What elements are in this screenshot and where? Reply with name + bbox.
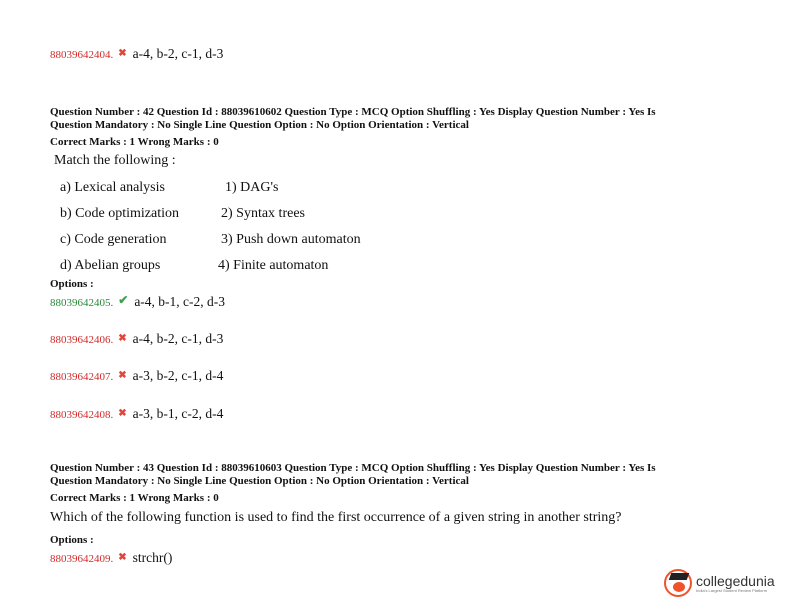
question-text: Which of the following function is used to find the first occurrence of a given string in another string? xyxy=(50,510,622,525)
cross-icon: ✖ xyxy=(118,370,127,381)
question-header xyxy=(50,462,656,488)
cross-icon: ✖ xyxy=(118,408,127,419)
option-row xyxy=(50,331,223,347)
options-label: Options : xyxy=(50,278,94,290)
option-id: 88039642406. xyxy=(50,334,114,346)
option-row xyxy=(50,406,223,422)
match-left-item: a) Lexical analysis xyxy=(60,180,165,195)
match-right-item: 2) Syntax trees xyxy=(221,206,305,221)
question-marks: Correct Marks : 1 Wrong Marks : 0 xyxy=(50,492,219,504)
option-id: 88039642408. xyxy=(50,409,114,421)
collegedunia-logo xyxy=(664,569,775,597)
option-text: a-3, b-2, c-1, d-4 xyxy=(132,368,224,383)
cross-icon: ✖ xyxy=(118,333,127,344)
question-intro: Match the following : xyxy=(54,153,176,168)
match-left-item: c) Code generation xyxy=(60,232,167,247)
options-label: Options : xyxy=(50,534,94,546)
option-row xyxy=(50,368,223,384)
question-header-line: Question Mandatory : No Single Line Question Option : No Option Orientation : Vertical xyxy=(50,119,469,131)
option-text: a-4, b-2, c-1, d-3 xyxy=(132,46,224,61)
question-header-line: Question Number : 43 Question Id : 88039610603 Question Type : MCQ Option Shuffling : Yes Display Question Number : Yes Is xyxy=(50,462,656,474)
match-right-item: 1) DAG's xyxy=(225,180,279,195)
option-row xyxy=(50,550,172,566)
question-header-line: Question Mandatory : No Single Line Question Option : No Option Orientation : Vertical xyxy=(50,475,469,487)
logo-tagline: India's Largest Student Review Platform xyxy=(696,587,768,593)
option-text: a-3, b-1, c-2, d-4 xyxy=(132,406,224,421)
cross-icon: ✖ xyxy=(118,48,127,59)
cross-icon: ✖ xyxy=(118,552,127,563)
option-id: 88039642405. xyxy=(50,297,114,309)
match-right-item: 3) Push down automaton xyxy=(221,232,361,247)
option-id: 88039642404. xyxy=(50,49,114,61)
question-marks: Correct Marks : 1 Wrong Marks : 0 xyxy=(50,136,219,148)
logo-name: collegedunia xyxy=(696,572,775,589)
match-right-item: 4) Finite automaton xyxy=(218,258,329,273)
option-row xyxy=(50,46,223,62)
option-text: a-4, b-1, c-2, d-3 xyxy=(134,294,226,309)
question-header-line: Question Number : 42 Question Id : 88039610602 Question Type : MCQ Option Shuffling : Yes Display Question Number : Yes Is xyxy=(50,106,656,118)
option-text: a-4, b-2, c-1, d-3 xyxy=(132,331,224,346)
option-id: 88039642407. xyxy=(50,371,114,383)
option-id: 88039642409. xyxy=(50,553,114,565)
match-left-item: b) Code optimization xyxy=(60,206,179,221)
option-row xyxy=(50,294,225,310)
check-icon: ✔ xyxy=(118,293,129,307)
option-text: strchr() xyxy=(132,550,173,565)
graduation-cap-icon xyxy=(664,569,692,597)
match-left-item: d) Abelian groups xyxy=(60,258,161,273)
question-header xyxy=(50,106,656,132)
